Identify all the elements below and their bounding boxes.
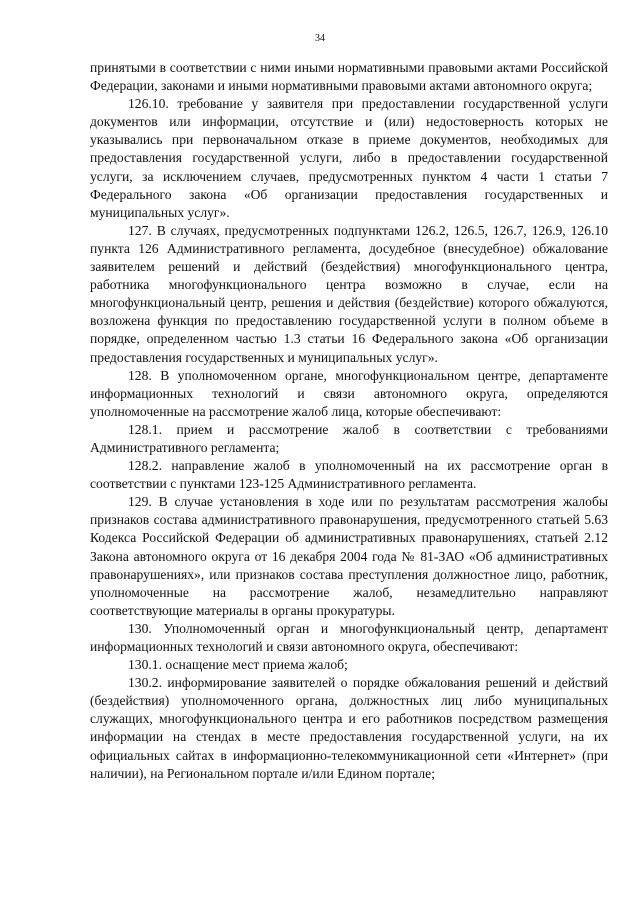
paragraph-129: 129. В случае установления в ходе или по результатам рассмотрения жалобы признаков состава административного правонарушения, предусмотренного статьей 5.63 Кодекса Российской Федерации об административных правонарушениях, статьей 2.12 Закона автономного округа от 16 декабря 2004 года № 81-ЗАО «Об административных правонарушениях», или признаков состава преступления должностное лицо, работник, уполномоченные на рассмотрение жалоб, незамедлительно направляют соответствующие материалы в органы прокуратуры.: [90, 494, 608, 618]
paragraph-128-2: 128.2. направление жалоб в уполномоченный на их рассмотрение орган в соответствии с пунктами 123-125 Административного регламента.: [90, 458, 608, 492]
paragraph-128-1: 128.1. прием и рассмотрение жалоб в соответствии с требованиями Административного регламента;: [90, 421, 608, 455]
paragraph-continuation: принятыми в соответствии с ними иными нормативными правовыми актами Российской Федерации, законами и иными нормативными правовыми актами автономного округа;: [90, 60, 608, 94]
page-number: 34: [315, 33, 325, 44]
paragraph-126-10: 126.10. требование у заявителя при предоставлении государственной услуги документов или информации, отсутствие и (или) недостоверность которых не указывались при первоначальном отказе в приеме документов, необходимых для предоставления государственной услуги, либо в предоставлении государственной услуги, за исключением случаев, предусмотренных пунктом 4 части 1 статьи 7 Федерального закона «Об организации предоставления государственных и муниципальных услуг».: [90, 96, 608, 220]
paragraph-130-1: 130.1. оснащение мест приема жалоб;: [128, 657, 348, 673]
paragraph-127: 127. В случаях, предусмотренных подпунктами 126.2, 126.5, 126.7, 126.9, 126.10 пункта 126 Административного регламента, досудебное (внесудебное) обжалование заявителем решений и действий (бездействия) многофункционального центра, работника многофункционального центра возможно в случае, если на многофункциональный центр, решения и действия (бездействие) которого обжалуются, возложена функция по предоставлению государственной услуги в полном объеме в порядке, определенном частью 1.3 статьи 16 Федерального закона «Об организации предоставления государственных и муниципальных услуг».: [90, 222, 608, 365]
paragraph-130-2: 130.2. информирование заявителей о порядке обжалования решений и действий (бездействия) уполномоченного органа, должностных лиц либо муниципальных служащих, многофункционального центра и его работников посредством размещения информации на стендах в месте предоставления государственной услуги, на их официальных сайтах в информационно-телекоммуникационной сети «Интернет» (при наличии), на Региональном портале и/или Едином портале;: [90, 675, 608, 781]
document-body: [90, 59, 608, 783]
paragraph-128: 128. В уполномоченном органе, многофункциональном центре, департаменте информационных технологий и связи автономного округа, определяются уполномоченные на рассмотрение жалоб лица, которые обеспечивают:: [90, 367, 608, 419]
paragraph-130: 130. Уполномоченный орган и многофункциональный центр, департамент информационных технологий и связи автономного округа, обеспечивают:: [90, 620, 608, 654]
